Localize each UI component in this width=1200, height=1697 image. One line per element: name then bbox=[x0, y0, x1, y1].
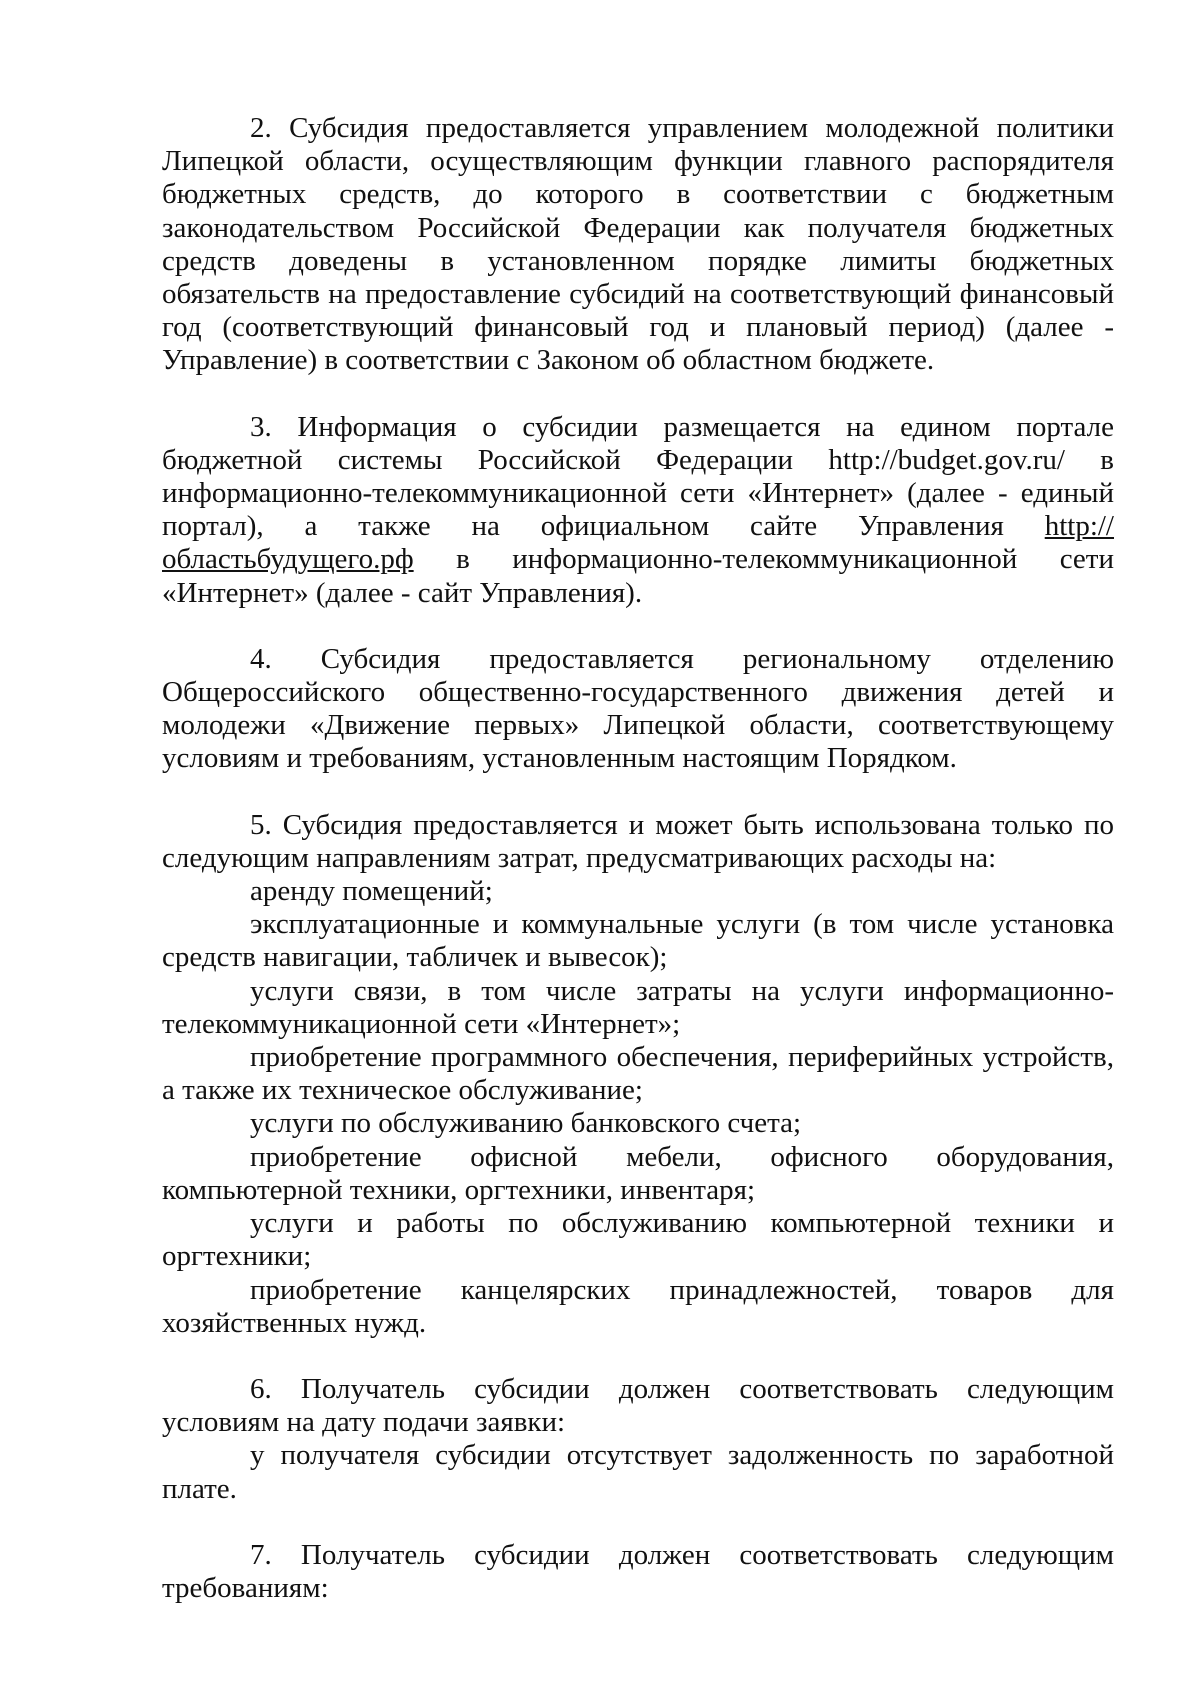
paragraph-7: 7. Получатель субсидии должен соответствовать следующим требованиям: bbox=[162, 1538, 1114, 1604]
document-body bbox=[162, 112, 1114, 1605]
paragraph-5-item: услуги по обслуживанию банковского счета; bbox=[250, 1107, 802, 1140]
paragraph-gap bbox=[162, 378, 1114, 411]
paragraph-gap bbox=[162, 1340, 1114, 1373]
paragraph-5-item: аренду помещений; bbox=[250, 875, 493, 908]
paragraph-5-item: приобретение офисной мебели, офисного оборудования, компьютерной техники, оргтехники, инвентаря; bbox=[162, 1140, 1114, 1206]
paragraph-4: 4. Субсидия предоставляется региональному отделению Общероссийского общественно-государственного движения детей и молодежи «Движение первых» Липецкой области, соответствующему условиям и требованиям, установленным настоящим Порядком. bbox=[162, 642, 1114, 775]
paragraph-5-intro: 5. Субсидия предоставляется и может быть использована только по следующим направлениям затрат, предусматривающих расходы на: bbox=[162, 808, 1114, 874]
paragraph-6-item: у получателя субсидии отсутствует задолженность по заработной плате. bbox=[162, 1439, 1114, 1505]
paragraph-2: 2. Субсидия предоставляется управлением молодежной политики Липецкой области, осуществляющим функции главного распорядителя бюджетных средств, до которого в соответствии с бюджетным законодательством Российской Федерации как получателя бюджетных средств доведены в установленном порядке лимиты бюджетных обязательств на предоставление субсидий на соответствующий финансовый год (соответствующий финансовый год и плановый период) (далее - Управление) в соответствии с Законом об областном бюджете. bbox=[162, 112, 1114, 377]
paragraph-3 bbox=[162, 411, 1114, 610]
site-link: http://областьбудущего.рф bbox=[162, 510, 1114, 576]
paragraph-5-item: эксплуатационные и коммунальные услуги (в том числе установка средств навигации, табличек и вывесок); bbox=[162, 908, 1114, 974]
paragraph-5-item: услуги связи, в том числе затраты на услуги информационно-телекоммуникационной сети «Интернет»; bbox=[162, 974, 1114, 1040]
paragraph-gap bbox=[162, 1506, 1114, 1539]
paragraph-gap bbox=[162, 610, 1114, 643]
paragraph-3-text-end: в информационно-телекоммуникационной сети «Интернет» (далее - сайт Управления). bbox=[162, 543, 1114, 609]
paragraph-5-item: приобретение канцелярских принадлежностей, товаров для хозяйственных нужд. bbox=[162, 1273, 1114, 1339]
paragraph-6-intro: 6. Получатель субсидии должен соответствовать следующим условиям на дату подачи заявки: bbox=[162, 1372, 1114, 1439]
paragraph-5-item: приобретение программного обеспечения, периферийных устройств, а также их техническое обслуживание; bbox=[162, 1041, 1114, 1107]
paragraph-3-text-start: 3. Информация о субсидии размещается на едином портале бюджетной системы Российской Федерации http://budget.gov.ru/ в информационно-телекоммуникационной сети «Интернет» (далее - единый портал), а также на официальном сайте Управления bbox=[162, 410, 1114, 543]
paragraph-5-item: услуги и работы по обслуживанию компьютерной техники и оргтехники; bbox=[162, 1207, 1114, 1273]
paragraph-gap bbox=[162, 776, 1114, 809]
